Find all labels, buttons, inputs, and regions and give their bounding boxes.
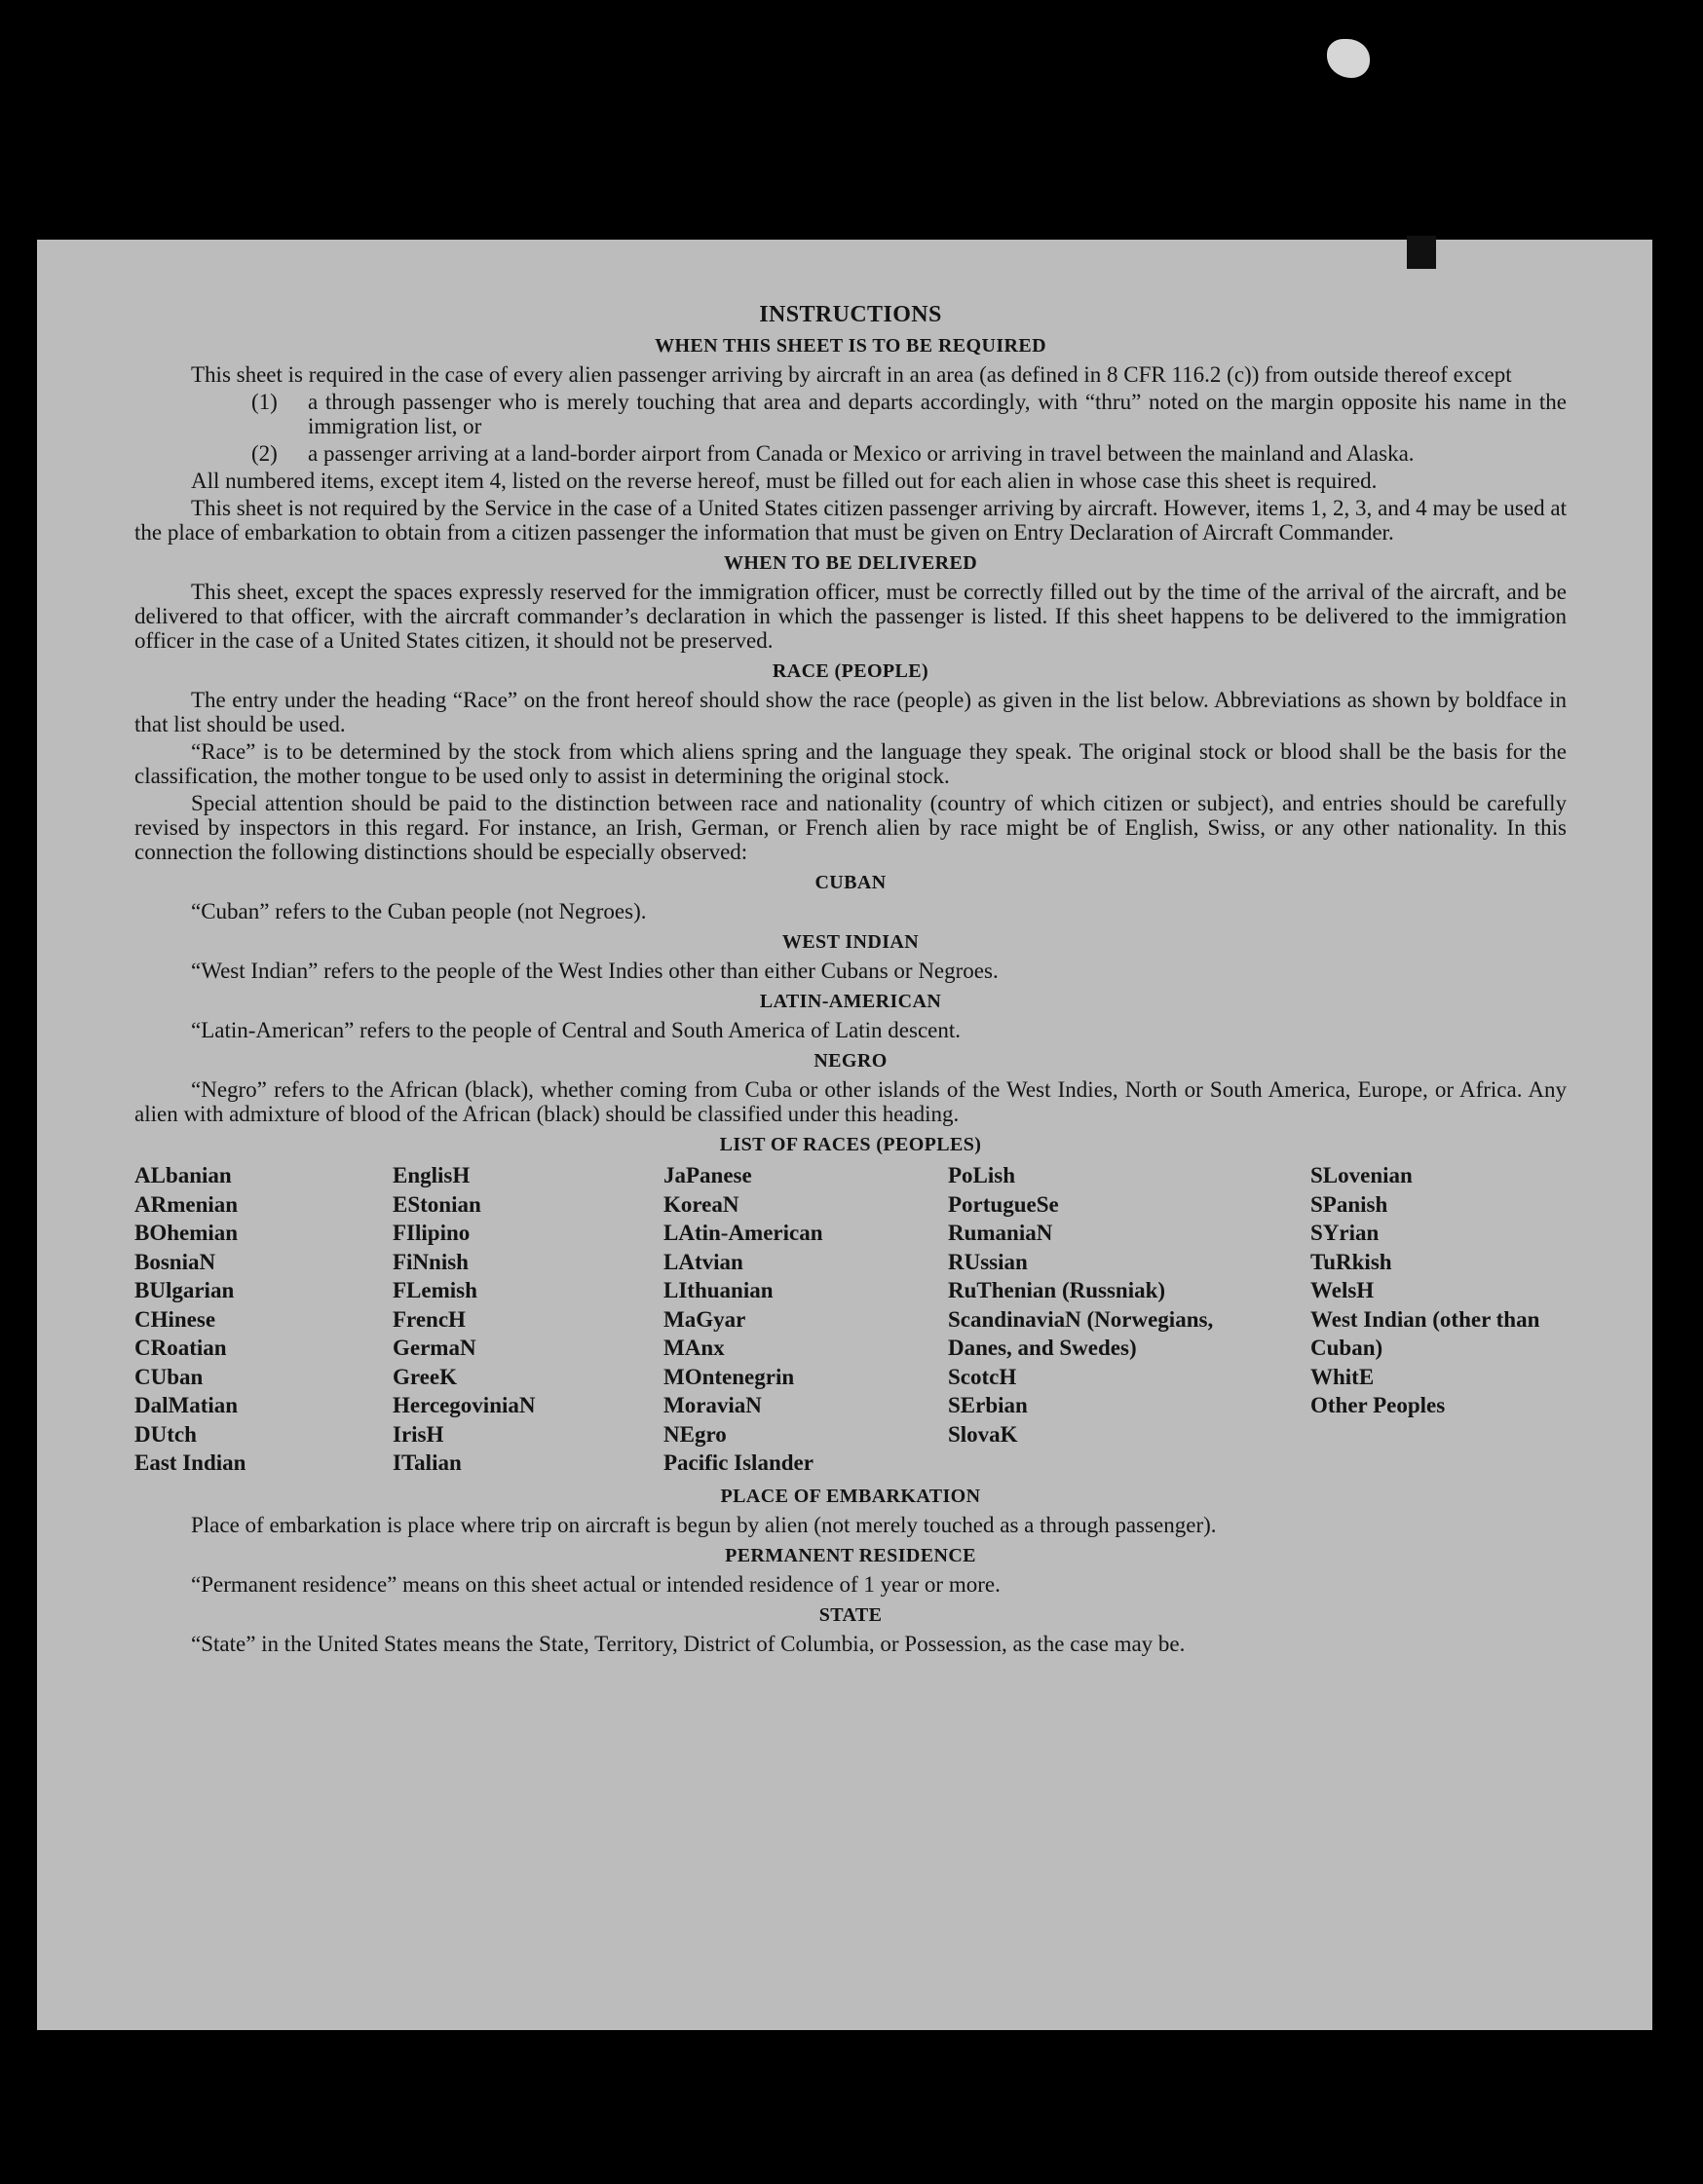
list-item: ScandinaviaN (Norwegians, Danes, and Swedes) [948, 1306, 1214, 1360]
list-item: KoreaN [663, 1191, 739, 1217]
list-item: EStonian [393, 1191, 481, 1217]
races-column [948, 1161, 1310, 1478]
list-item: FLemish [393, 1278, 477, 1302]
races-list [134, 1161, 1567, 1478]
list-item: HercegoviniaN [393, 1393, 536, 1417]
list-item: CUban [134, 1364, 204, 1389]
list-item: JaPanese [663, 1163, 752, 1187]
list-item: SYrian [1310, 1221, 1380, 1245]
heading-negro: NEGRO [814, 1050, 888, 1072]
list-item: IrisH [393, 1421, 444, 1447]
races-column [134, 1161, 393, 1478]
paragraph-west-indian: “West Indian” refers to the people of the West Indies other than either Cubans or Negroes. [191, 959, 999, 983]
list-item: ALbanian [134, 1163, 232, 1187]
list-item: BOhemian [134, 1221, 239, 1245]
heading-permanent-residence: PERMANENT RESIDENCE [725, 1544, 976, 1566]
list-item: MAnx [663, 1336, 725, 1360]
heading-race: RACE (PEOPLE) [772, 660, 929, 682]
list-item: BosniaN [134, 1249, 216, 1274]
paragraph-numbered-items: All numbered items, except item 4, listed on the reverse hereof, must be filled out for each alien in whose case this sheet is required. [191, 469, 1378, 493]
paragraph-latin-american: “Latin-American” refers to the people of Central and South America of Latin descent. [191, 1018, 961, 1042]
item-number: (1) [251, 390, 278, 414]
heading-state: STATE [818, 1603, 883, 1626]
list-item: EnglisH [393, 1163, 471, 1187]
item-number: (2) [251, 441, 278, 466]
paragraph-race-definition: “Race” is to be determined by the stock from which aliens spring and the language they speak. The original stock or blood shall be the basis for the classification, the mother tongue to be used only to assist in determining the original stock. [134, 739, 1567, 788]
paragraph-state: “State” in the United States means the State, Territory, District of Columbia, or Possession, as the case may be. [191, 1631, 1186, 1656]
item-text: a passenger arriving at a land-border airport from Canada or Mexico or arriving in travel between the mainland and Alaska. [308, 441, 1415, 466]
paragraph-race-nationality: Special attention should be paid to the distinction between race and nationality (country of which citizen or subject), and entries should be carefully revised by inspectors in this regard. For instance, an Irish, German, or French alien by race might be of English, Swiss, or any other nationality. In this connection the following distinctions should be especially observed: [134, 791, 1567, 864]
list-item [134, 441, 1567, 466]
list-item: SlovaK [948, 1421, 1018, 1447]
list-item: DalMatian [134, 1393, 239, 1417]
list-item: LIthuanian [663, 1278, 774, 1302]
list-item: GermaN [393, 1336, 476, 1360]
list-item: SLovenian [1310, 1163, 1413, 1187]
list-item: SErbian [948, 1393, 1028, 1417]
list-item: ARmenian [134, 1191, 239, 1217]
list-item: RuThenian (Russniak) [948, 1278, 1166, 1302]
list-item: WelsH [1310, 1278, 1375, 1302]
list-item: NEgro [663, 1421, 727, 1447]
heading-list-of-races: LIST OF RACES (PEOPLES) [719, 1134, 982, 1155]
list-item: LAtin-American [663, 1221, 823, 1245]
list-item: CHinese [134, 1306, 216, 1332]
list-item: FiNnish [393, 1249, 469, 1274]
races-column [663, 1161, 948, 1478]
paragraph-cuban: “Cuban” refers to the Cuban people (not Negroes). [191, 899, 647, 923]
paragraph-required: This sheet is required in the case of every alien passenger arriving by aircraft in an area (as defined in 8 CFR 116.2 (c)) from outside thereof except [191, 362, 1512, 387]
list-item: CRoatian [134, 1336, 227, 1360]
list-item: PortugueSe [948, 1191, 1059, 1217]
paragraph-race-entry: The entry under the heading “Race” on the front hereof should show the race (people) as given in the list below. Abbreviations as shown by boldface in that list should be used. [134, 688, 1567, 736]
item-text: a through passenger who is merely touching that area and departs accordingly, with “thru” noted on the margin opposite his name in the immigration list, or [308, 390, 1567, 438]
scan-speck [1327, 39, 1370, 78]
list-item: RUssian [948, 1249, 1028, 1274]
list-item: RumaniaN [948, 1221, 1053, 1245]
list-item: MOntenegrin [663, 1364, 795, 1389]
heading-when-required: WHEN THIS SHEET IS TO BE REQUIRED [655, 335, 1046, 357]
list-item: GreeK [393, 1364, 457, 1389]
list-item: Other Peoples [1310, 1393, 1446, 1417]
list-item: West Indian (other than Cuban) [1310, 1306, 1540, 1360]
list-item: FIlipino [393, 1221, 471, 1245]
paragraph-delivered: This sheet, except the spaces expressly reserved for the immigration officer, must be correctly filled out by the time of the arrival of the aircraft, and be delivered to that officer, with the aircraft commander’s declaration in which the passenger is listed. If this sheet happens to be delivered to the immigration officer in the case of a United States citizen, it should not be preserved. [134, 580, 1567, 653]
list-item: SPanish [1310, 1191, 1388, 1217]
list-item: BUlgarian [134, 1278, 235, 1302]
list-item: ITalian [393, 1450, 462, 1475]
list-item: MaGyar [663, 1306, 746, 1332]
heading-west-indian: WEST INDIAN [781, 931, 920, 953]
paragraph-embarkation: Place of embarkation is place where trip on aircraft is begun by alien (not merely touched as a through passenger). [191, 1512, 1217, 1537]
list-item: LAtvian [663, 1249, 743, 1274]
page-title: INSTRUCTIONS [759, 302, 942, 327]
list-item: MoraviaN [663, 1393, 762, 1417]
heading-cuban: CUBAN [814, 872, 887, 893]
document-page [37, 240, 1652, 2030]
paragraph-citizen: This sheet is not required by the Service in the case of a United States citizen passenger arriving by aircraft. However, items 1, 2, 3, and 4 may be used at the place of embarkation to obtain from a citizen passenger the information that must be given on Entry Declaration of Aircraft Commander. [134, 496, 1567, 545]
list-item: WhitE [1310, 1364, 1375, 1389]
list-item: East Indian [134, 1450, 246, 1475]
clip-mark [1407, 236, 1436, 269]
list-item: DUtch [134, 1421, 197, 1447]
list-item [134, 390, 1567, 438]
paragraph-negro: “Negro” refers to the African (black), whether coming from Cuba or other islands of the West Indies, North or South America, Europe, or Africa. Any alien with admixture of blood of the African (black) should be classified under this heading. [134, 1077, 1567, 1126]
heading-latin-american: LATIN-AMERICAN [759, 991, 942, 1012]
races-column [1310, 1161, 1567, 1478]
paragraph-residence: “Permanent residence” means on this sheet actual or intended residence of 1 year or more. [191, 1571, 1001, 1597]
list-item: TuRkish [1310, 1249, 1392, 1274]
list-item: PoLish [948, 1163, 1016, 1187]
list-item: Pacific Islander [663, 1450, 814, 1475]
list-item: ScotcH [948, 1364, 1017, 1389]
heading-when-delivered: WHEN TO BE DELIVERED [723, 552, 978, 574]
heading-place-of-embarkation: PLACE OF EMBARKATION [720, 1485, 981, 1507]
races-column [393, 1161, 663, 1478]
list-item: FrencH [393, 1306, 466, 1332]
